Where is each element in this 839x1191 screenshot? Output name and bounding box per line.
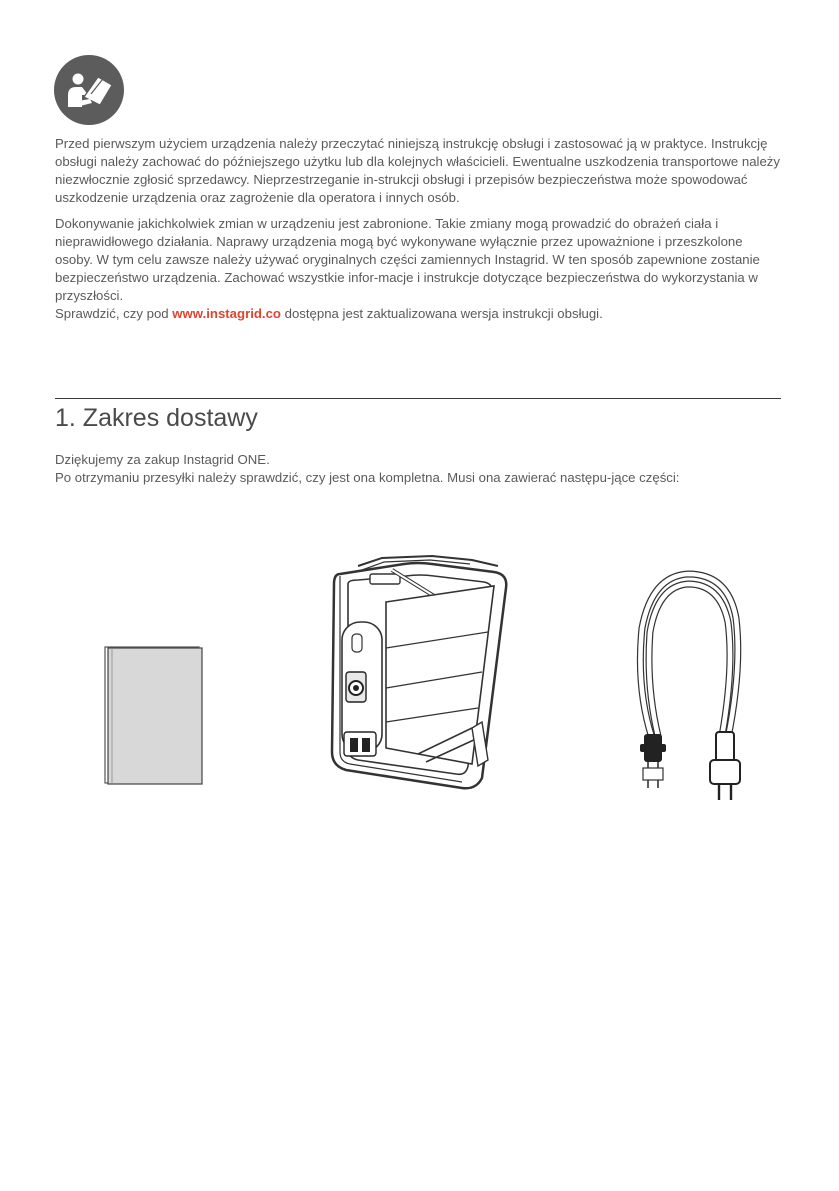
charging-cable-illustration [618,568,758,808]
intro-paragraph-2 [55,215,783,323]
manual-booklet-illustration [100,642,206,788]
delivery-text [55,451,755,487]
delivery-line-1: Dziękujemy za zakup Instagrid ONE. [55,452,270,467]
delivery-line-2: Po otrzymaniu przesyłki należy sprawdzić, czy jest ona kompletna. Musi ona zawierać następu-jące części: [55,470,680,485]
section-divider [55,398,781,399]
section-title: 1. Zakres dostawy [55,404,258,432]
instagrid-link[interactable]: www.instagrid.co [172,306,281,321]
check-text-after: dostępna jest zaktualizowana wersja instrukcji obsługi. [280,306,603,321]
check-text-before: Sprawdzić, czy pod [55,306,173,321]
read-manual-icon [54,55,124,125]
instagrid-one-device-illustration [322,552,518,792]
intro-paragraph-2-text: Dokonywanie jakichkolwiek zmian w urządzeniu jest zabronione. Takie zmiany mogą prowadzić do obrażeń ciała i nieprawidłowego działania. Naprawy urządzenia mogą być wykonywane wyłącznie przez upoważnione i przeszkolone osoby. W tym celu zawsze należy używać oryginalnych części zamiennych Instagrid. W ten sposób zapewnione zostanie bezpieczeństwo urządzenia. Zachować wszystkie infor-macje i instrukcje dotyczące bezpieczeństwa do wykorzystania w przyszłości. [55,216,760,303]
intro-text [55,135,783,331]
intro-paragraph-1: Przed pierwszym użyciem urządzenia należy przeczytać niniejszą instrukcję obsługi i zastosować ją w praktyce. Instrukcję obsługi należy zachować do późniejszego użytku lub dla kolejnych właścicieli. Ewentualne uszkodzenia transportowe należy niezwłocznie zgłosić sprzedawcy. Nieprzestrzeganie in-strukcji obsługi i przepisów bezpieczeństwa może spowodować uszkodzenie urządzenia oraz zagrożenie dla operatora i innych osób. [55,136,780,205]
